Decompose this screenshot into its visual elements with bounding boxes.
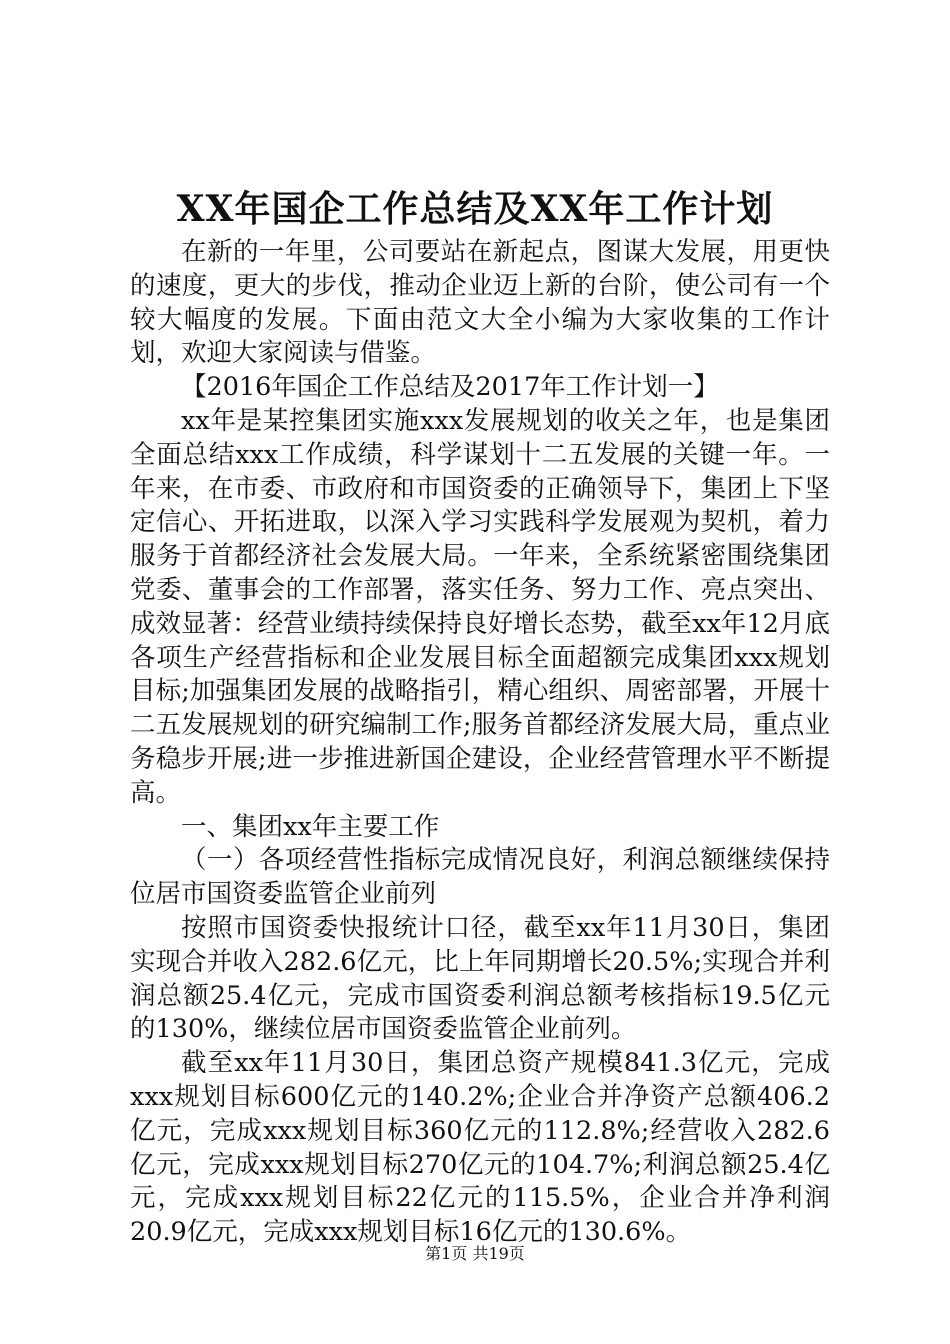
summary-paragraph: xx年是某控集团实施xxx发展规划的收关之年，也是集团全面总结xxx工作成绩，科学谋划十二五发展的关键一年。一年来，在市委、市政府和市国资委的正确领导下，集团上下坚定信心、开拓进取，以深入学习实践科学发展观为契机，着力服务于首都经济社会发展大局。一年来，全系统紧密围绕集团党委、董事会的工作部署，落实任务、努力工作、亮点突出、成效显著：经营业绩持续保持良好增长态势，截至xx年12月底各项生产经营指标和企业发展目标全面超额完成集团xxx规划目标;加强集团发展的战略指引，精心组织、周密部署，开展十二五发展规划的研究编制工作;服务首都经济发展大局，重点业务稳步开展;进一步推进新国企建设，企业经营管理水平不断提高。 [130, 405, 830, 808]
section-heading-bracketed: 【2016年国企工作总结及2017年工作计划一】 [181, 372, 719, 403]
document-body [130, 236, 830, 1250]
subsection-heading: （一）各项经营性指标完成情况良好，利润总额继续保持位居市国资委监管企业前列 [130, 845, 830, 910]
targets-paragraph: 截至xx年11月30日，集团总资产规模841.3亿元，完成xxx规划目标600亿元的140.2%;企业合并净资产总额406.2亿元，完成xxx规划目标360亿元的112.8%;经营收入282.6亿元，完成xxx规划目标270亿元的104.7%;利润总额25.4亿元，完成xxx规划目标22亿元的115.5%，企业合并净利润20.9亿元，完成xxx规划目标16亿元的130.6%。 [130, 1048, 830, 1248]
results-paragraph: 按照市国资委快报统计口径，截至xx年11月30日，集团实现合并收入282.6亿元，比上年同期增长20.5%;实现合并利润总额25.4亿元，完成市国资委利润总额考核指标19.5亿元的130%，继续位居市国资委监管企业前列。 [130, 912, 830, 1045]
document-title: XX年国企工作总结及XX年工作计划 [176, 188, 774, 230]
page-number-footer: 第1页 共19页 [425, 1244, 525, 1263]
section-heading: 一、集团xx年主要工作 [181, 811, 440, 842]
intro-paragraph: 在新的一年里，公司要站在新起点，图谋大发展，用更快的速度，更大的步伐，推动企业迈上新的台阶，使公司有一个较大幅度的发展。下面由范文大全小编为大家收集的工作计划，欢迎大家阅读与借鉴。 [130, 237, 830, 369]
